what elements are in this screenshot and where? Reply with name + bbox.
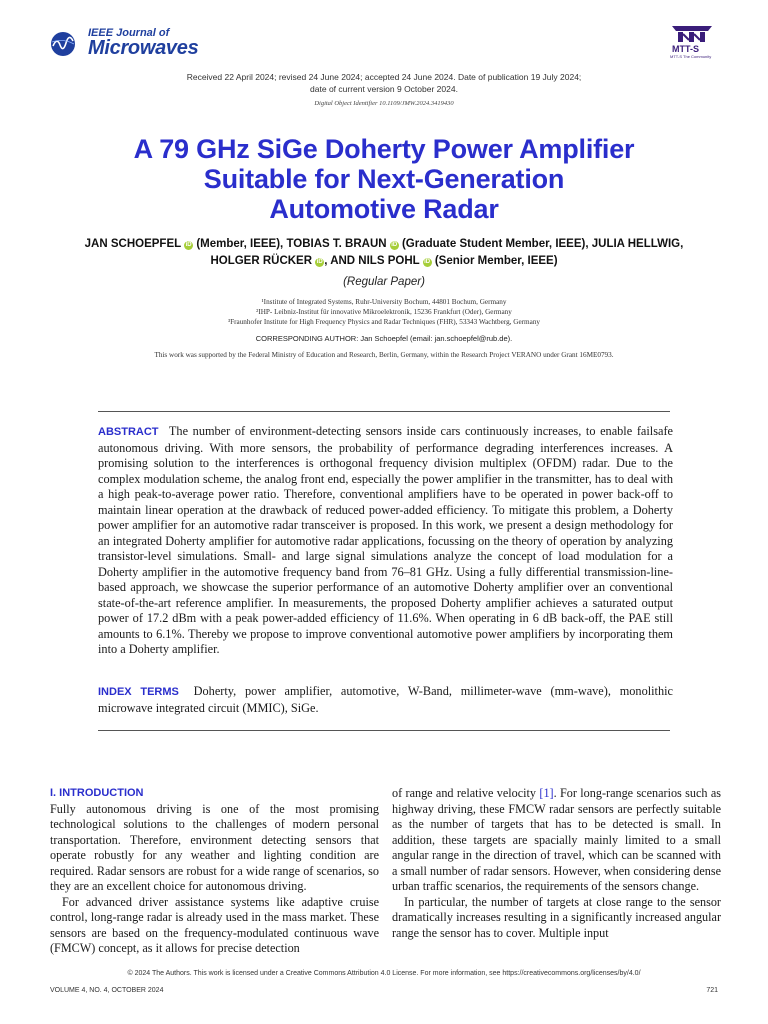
citation-link[interactable]: [1] bbox=[539, 786, 554, 800]
index-terms-label: INDEX TERMS bbox=[98, 686, 179, 698]
author-list bbox=[0, 236, 768, 270]
author-role: (Senior Member, IEEE) bbox=[431, 255, 558, 267]
license-note: © 2024 The Authors. This work is licensed under a Creative Commons Attribution 4.0 License. For more information, see https://creativecommons.org/licenses/by/4.0/ bbox=[127, 970, 641, 977]
paper-type: (Regular Paper) bbox=[343, 276, 425, 288]
affiliation-item: ²IHP- Leibniz-Institut für innovative Mikroelektronik, 15236 Frankfurt (Oder), Germany bbox=[256, 308, 512, 316]
abstract-label: ABSTRACT bbox=[98, 426, 159, 438]
author-role: (Graduate Student Member, IEEE), JULIA HELLWIG, bbox=[398, 238, 684, 250]
corresponding-author: CORRESPONDING AUTHOR: Jan Schoepfel (email: jan.schoepfel@rub.de). bbox=[255, 334, 513, 343]
orcid-icon[interactable]: iD bbox=[185, 242, 192, 248]
affiliation-item: ¹Institute of Integrated Systems, Ruhr-University Bochum, 44801 Bochum, Germany bbox=[261, 298, 507, 306]
index-terms-text: Doherty, power amplifier, automotive, W-Band, millimeter-wave (mm-wave), monolithic microwave integrated circuit (MMIC), SiGe. bbox=[98, 684, 673, 715]
society-logo bbox=[668, 22, 718, 62]
author-name: TOBIAS T. BRAUN bbox=[286, 238, 387, 250]
title-line3: Automotive Radar bbox=[269, 194, 499, 224]
orcid-icon[interactable]: iD bbox=[391, 242, 398, 248]
divider bbox=[98, 730, 670, 731]
publication-dates bbox=[0, 71, 768, 95]
dates-line2: date of current version 9 October 2024. bbox=[310, 84, 458, 94]
index-terms bbox=[98, 684, 673, 716]
paragraph: Fully autonomous driving is one of the most promising technological solutions to the challenges of modern personal transportation. Therefore, environment detecting sensors that operate robustly for any weather and lighting condition are required. Radar sensors are robust for a wide range of scenarios, so they are an excellent choice for autonomous driving. bbox=[50, 801, 379, 893]
section-heading: I. INTRODUCTION bbox=[50, 787, 144, 799]
author-role: , AND NILS POHL bbox=[324, 255, 420, 267]
society-tagline: MTT-S The Community bbox=[670, 54, 712, 59]
page-number: 721 bbox=[706, 987, 718, 994]
title-line1: A 79 GHz SiGe Doherty Power Amplifier bbox=[133, 134, 635, 164]
society-logo-text: MTT-S bbox=[672, 44, 699, 54]
journal-logo bbox=[50, 27, 210, 59]
doi: Digital Object Identifier 10.1109/JMW.2024.3419430 bbox=[314, 100, 454, 107]
abstract-text: The number of environment-detecting sensors inside cars continuously increases, to enable failsafe autonomous driving. With more sensors, the probability of performance degrading interferences increases. A promising solution to the interferences is orthogonal frequency division multiplex (OFDM) radar. Due to the complex modulation scheme, the analog front end, especially the power amplifier in the transmitter, has to deal with a high peak-to-average power ratio. Therefore, conventional amplifiers have to be operated in power back-off to maintain linear operation at the drawback of reduced power-added efficiency. To mitigate this problem, a Doherty power amplifier for an automotive radar transceiver is proposed. In this work, we present a design methodology for an integrated Doherty amplifier for automotive radar applications, focussing on the theory of operation by analyzing transistor-level simulations. Small- and large signal simulations analyze the concept of load modulation for a Doherty amplifier in the automotive frequency band from 76–81 GHz. Using a fully differential transmission-line-based approach, we showcase the superior performance of an automotive Doherty amplifier over an conventional state-of-the-art reference amplifier. In measurements, the proposed Doherty amplifier achieves a saturated output power of 17.2 dBm with a peak power-added efficiency of 11.6%. When operating in 6 dB back-off, the PAE still amounts to 6.1%. Thereby we propose to improve conventional automotive power amplifiers by incorporating them into a Doherty amplifier. bbox=[98, 424, 674, 656]
affiliation-item: ³Fraunhofer Institute for High Frequency Physics and Radar Techniques (FHR), 53343 Wachtberg, Germany bbox=[227, 318, 541, 326]
orcid-icon[interactable]: iD bbox=[316, 259, 323, 265]
author-name: JAN SCHOEPFEL bbox=[84, 238, 181, 250]
journal-name-line2: Microwaves bbox=[88, 37, 199, 59]
body-column-right bbox=[392, 786, 721, 941]
body-column-left bbox=[50, 786, 379, 957]
paper-title bbox=[0, 134, 768, 224]
orcid-icon[interactable]: iD bbox=[424, 259, 431, 265]
author-name: HOLGER RÜCKER bbox=[210, 255, 313, 267]
journal-name-line1: IEEE Journal of bbox=[88, 27, 170, 39]
volume-info: VOLUME 4, NO. 4, OCTOBER 2024 bbox=[50, 987, 164, 994]
title-line2: Suitable for Next-Generation bbox=[203, 164, 565, 194]
affiliations bbox=[0, 297, 768, 327]
divider bbox=[98, 411, 670, 412]
funding-note: This work was supported by the Federal Ministry of Education and Research, Berlin, Germany, within the Research Project VERANO under Grant 16ME0793. bbox=[154, 351, 614, 359]
abstract bbox=[98, 424, 673, 658]
paragraph: For advanced driver assistance systems like adaptive cruise control, long-range radar is already used in the mass market. These sensors are based on the frequency-modulated continuous wave (FMCW) concept, as it allows for precise detection bbox=[50, 894, 379, 955]
paragraph: In particular, the number of targets at close range to the sensor dramatically increases resulting in a significantly increased angular range the sensor has to cover. Multiple input bbox=[392, 894, 721, 940]
paragraph-text: . For long-range scenarios such as highway driving, these FMCW radar sensors are perfectly suitable as the number of targets that has to be detected is small. In addition, these targets are spacially mainly limited to a small angular range in the direction of travel, which can be scanned with a small number of radar sensors. However, when considering dense urban traffic scenarios, the requirements of the sensors change. bbox=[392, 786, 721, 893]
dates-line1: Received 22 April 2024; revised 24 June 2024; accepted 24 June 2024. Date of publication 19 July 2024; bbox=[186, 72, 582, 82]
paragraph-text: of range and relative velocity bbox=[392, 786, 540, 800]
globe-icon bbox=[50, 31, 76, 57]
mtts-icon bbox=[670, 22, 714, 44]
paragraph bbox=[392, 786, 721, 895]
author-role: (Member, IEEE), bbox=[193, 238, 287, 250]
